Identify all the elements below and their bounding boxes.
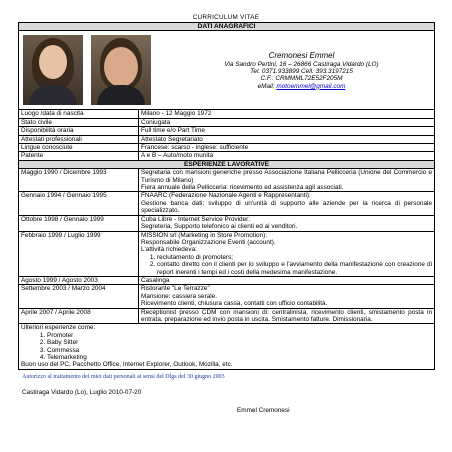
job-description	[139, 169, 435, 192]
personal-label: Attestati professionali	[19, 135, 139, 143]
personal-row	[19, 110, 435, 118]
job-description	[139, 231, 435, 276]
email-link[interactable]: motoemmel@gmail.com	[276, 82, 346, 90]
job-text: Receptionist presso CDM con mansioni di: centralinista, ricevimento clienti, smistamento posta in entrata, preparazione ed invio posta in uscita. Smistamento fatture. Dimissionaria.	[141, 308, 432, 323]
job-row	[19, 285, 435, 308]
personal-label: Disponibilità oraria	[19, 127, 139, 135]
other-list	[31, 332, 432, 362]
job-text: MISSION srl (Marketing in Store Promotion): Responsabile Organizzazione Eventi (account). L'attività richiedeva:	[141, 231, 276, 254]
job-text: Ristorante "Le Terrazze" Mansione: cassiera serale. Ricevimento clienti, chiusura cassa, contatti con ufficio contabilità.	[141, 285, 328, 308]
job-row	[19, 215, 435, 231]
portrait-photo-2	[91, 35, 151, 105]
job-row	[19, 276, 435, 284]
job-row	[19, 192, 435, 215]
personal-row	[19, 135, 435, 143]
other-experience-item: 2. Baby Sitter	[47, 339, 432, 346]
job-text: Cuba Libre - Internet Service Provider: Segreteria, Supporto telefonico ai clienti ed ai venditori.	[141, 215, 298, 231]
email-line	[171, 83, 432, 90]
photo-contact-row	[19, 31, 435, 110]
personal-value: A e B – Auto/moto munita	[139, 152, 435, 160]
mission-duty-item: 2. contatto diretto con il clienti per lo sviluppo e l'avviamento della manifestazione con creazione di report inerenti i tempi ed i costi della medesima manifestazione.	[157, 261, 432, 276]
job-row	[19, 231, 435, 276]
personal-row	[19, 152, 435, 160]
other-heading: Ulteriori esperienze come:	[21, 324, 96, 332]
cv-page	[18, 14, 434, 414]
place-date: Castiraga Vidardo (Lo), Luglio 2010-07-20	[22, 388, 142, 396]
job-text: Segretaria con mansioni generiche presso Associazione Italiana Pellicceria (Unione del Commercio e Turismo di Milano) Fiera annuale della Pellicceria: ricevimento ed assistenza agli associati.	[141, 169, 432, 192]
section-header-work: ESPERIENZE LAVORATIVE	[19, 160, 435, 168]
photos	[21, 35, 151, 105]
job-period: Ottobre 1998 / Gennaio 1999	[19, 215, 139, 231]
personal-value: Attestato Segretariato	[139, 135, 435, 143]
other-experience-item: 1. Promoter	[47, 332, 432, 339]
job-period: Aprile 2007 / Aprile 2008	[19, 308, 139, 324]
section-header-personal: DATI ANAGRAFICI	[19, 23, 435, 31]
personal-value: Full time e/o Part Time	[139, 127, 435, 135]
personal-row	[19, 144, 435, 152]
job-description	[139, 285, 435, 308]
work-rows	[19, 169, 435, 324]
personal-label: Stato civile	[19, 118, 139, 126]
personal-row	[19, 118, 435, 126]
signature: Emmel Cremonesi	[237, 406, 290, 414]
document-title: CURRICULUM VITAE	[192, 14, 260, 21]
privacy-consent: Autorizzo al trattamento dei miei dati personali ai sensi del Dlgs del 30 giugno 2003	[22, 373, 225, 380]
job-description	[139, 192, 435, 215]
job-description	[139, 215, 435, 231]
personal-label: Luogo /data di nascita	[19, 110, 139, 118]
job-period: Settembre 2003 / Marzo 2004	[19, 285, 139, 308]
other-experience-cell	[19, 324, 435, 369]
personal-label: Patente	[19, 152, 139, 160]
address: Via Sandro Pertini, 16 – 26866 Castiraga Vidardo (LO)	[224, 61, 379, 68]
portrait-photo-1	[23, 35, 83, 105]
job-period: Agosto 1999 / Agosto 2003	[19, 276, 139, 284]
person-name: Cremonesi Emmel	[268, 51, 335, 60]
mission-duty-item: 1. reclutamento di promoters;	[157, 254, 432, 261]
mission-duties-list	[141, 254, 432, 276]
other-experience-item: 4. Telemarketing	[47, 354, 432, 361]
job-description	[139, 276, 435, 284]
job-text: FNAARC (Federazione Nazionale Agenti e Rappresentanti): Gestione banca dati; sviluppo di un'unità di supporto alle aziende per la ricerca di personale specializzato.	[141, 192, 432, 215]
job-period: Maggio 1990 / Dicembre 1993	[19, 169, 139, 192]
job-row	[19, 308, 435, 324]
personal-rows	[19, 110, 435, 160]
personal-value: Milano - 12 Maggio 1972	[139, 110, 435, 118]
software-skills: Buon uso del PC, Pacchetto Office, Internet Explorer, Outlook, Mozilla, etc.	[21, 361, 233, 369]
cv-table	[18, 22, 435, 370]
personal-label: Lingue conosciute	[19, 144, 139, 152]
email-label: eMail:	[257, 82, 277, 90]
other-experience-item: 3. Commessa	[47, 347, 432, 354]
personal-value: Coniugata	[139, 118, 435, 126]
personal-value: Francese: scarso - inglese: sufficiente	[139, 144, 435, 152]
phone: Tel. 0371.933899 Cell. 393.3197215	[250, 68, 353, 76]
job-text: Casalinga	[141, 276, 170, 284]
job-description	[139, 308, 435, 324]
job-period: Febbraio 1999 / Luglio 1999	[19, 231, 139, 276]
contact-block	[151, 51, 432, 90]
personal-row	[19, 127, 435, 135]
fiscal-code: C.F.: CRMMML72E52F205M	[260, 75, 343, 83]
job-row	[19, 169, 435, 192]
job-period: Gennaio 1994 / Gennaio 1995	[19, 192, 139, 215]
